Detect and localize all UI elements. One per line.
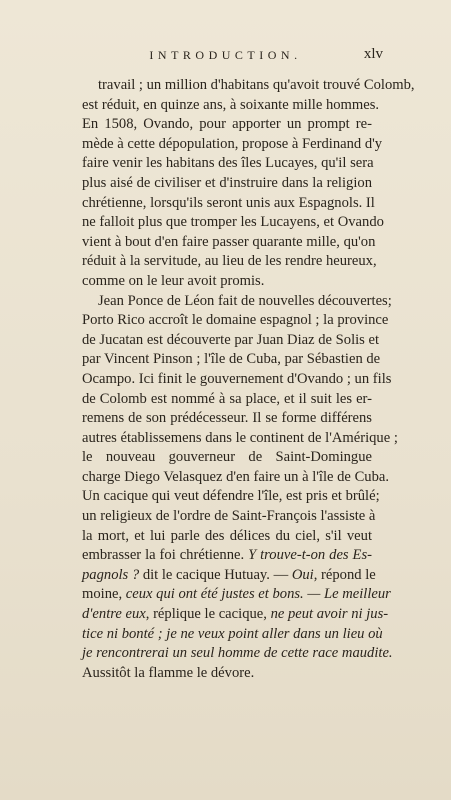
- text-line: [82, 468, 390, 488]
- text-segment: ne falloit plus que tromper les Lucayens, et Ovando: [82, 214, 384, 231]
- text-segment: de Jucatan est découverte par Juan Diaz de Solis et: [82, 331, 380, 348]
- text-segment: Ocampo. Ici finit le gouvernement d'Ovando ; un fils: [82, 370, 392, 387]
- text-line: [82, 409, 372, 429]
- text-line: [82, 546, 372, 566]
- text-segment: faire venir les habitans des îles Lucayes, qu'il sera: [82, 155, 374, 172]
- text-segment: dit le cacique Hutuay. —: [139, 566, 292, 583]
- text-segment: chrétienne, lorsqu'ils seront unis aux Espagnols. Il: [82, 194, 375, 211]
- text-line: [82, 507, 376, 527]
- text-line: [82, 605, 389, 625]
- text-line: [82, 448, 372, 468]
- text-line: [82, 292, 392, 312]
- text-line: [82, 331, 380, 351]
- italic-text: Oui: [291, 566, 314, 583]
- italic-text: ceux qui ont été justes et bons. — Le meilleur: [125, 586, 391, 603]
- text-segment: Porto Rico accroît le domaine espagnol ; la province: [82, 312, 389, 329]
- text-line: [82, 213, 384, 233]
- text-segment: remens de son prédécesseur. Il se forme différens: [82, 410, 372, 427]
- running-head: INTRODUCTION.: [149, 48, 302, 62]
- paragraph: [82, 292, 398, 684]
- italic-text: Y trouve-t-on des Es-: [248, 547, 372, 564]
- text-line: [82, 487, 380, 507]
- text-line: [82, 370, 392, 390]
- text-segment: En 1508, Ovando, pour apporter un prompt re-: [82, 116, 372, 133]
- text-segment: réduit à la servitude, au lieu de les rendre heureux,: [82, 253, 377, 270]
- text-line: [82, 311, 389, 331]
- text-segment: comme on le leur avoit promis.: [82, 272, 265, 289]
- italic-text: je rencontrerai un seul homme de cette race maudite.: [82, 645, 393, 662]
- text-segment: par Vincent Pinson ; l'île de Cuba, par Sébastien de: [82, 351, 381, 368]
- text-segment: Un cacique qui veut défendre l'île, est pris et brûlé;: [82, 488, 380, 505]
- italic-text: tice ni bonté ; je ne veux point aller dans un lieu où: [82, 625, 383, 642]
- text-line: [82, 96, 380, 116]
- text-line: [82, 76, 415, 96]
- text-line: [82, 390, 372, 410]
- text-line: [82, 154, 372, 174]
- text-segment: Aussitôt la flamme le dévore.: [82, 664, 255, 681]
- text-line: [82, 644, 393, 664]
- text-segment: mède à cette dépopulation, propose à Ferdinand d'y: [82, 135, 383, 152]
- paragraph: [82, 76, 415, 292]
- text-segment: le nouveau gouverneur de Saint-Domingue: [82, 449, 372, 466]
- text-line: [82, 115, 372, 135]
- text-segment: est réduit, en quinze ans, à soixante mille hommes.: [82, 96, 380, 113]
- text-segment: , réplique le cacique,: [145, 606, 271, 623]
- text-segment: plus aisé de civiliser et d'instruire dans la religion: [82, 174, 372, 191]
- text-line: [82, 566, 376, 586]
- text-line: [82, 585, 391, 605]
- text-segment: la mort, et lui parle des délices du ciel, s'il veut: [82, 527, 372, 544]
- page-number: xlv: [363, 46, 383, 62]
- text-segment: vient à bout d'en faire passer quarante mille, qu'on: [82, 233, 376, 250]
- text-line: [82, 625, 383, 645]
- text-line: [82, 272, 372, 292]
- text-line: [82, 252, 377, 272]
- text-segment: un religieux de l'ordre de Saint-François l'assiste à: [82, 508, 376, 525]
- text-line: [82, 174, 372, 194]
- text-segment: travail ; un million d'habitans qu'avoit trouvé Colomb,: [98, 77, 415, 93]
- text-segment: , répond le: [313, 566, 376, 583]
- text-line: [82, 194, 375, 214]
- text-line: [82, 135, 383, 155]
- italic-text: ne peut avoir ni jus-: [270, 606, 389, 623]
- page-header: [0, 46, 451, 68]
- text-segment: autres établissemens dans le continent de l'Amérique ;: [82, 429, 398, 446]
- text-line: [82, 429, 398, 449]
- text-segment: Jean Ponce de Léon fait de nouvelles découvertes;: [98, 292, 392, 309]
- text-segment: charge Diego Velasquez d'en faire un à l'île de Cuba.: [82, 468, 390, 485]
- text-line: [82, 527, 372, 547]
- text-line: [82, 233, 376, 253]
- body-text: [82, 76, 415, 683]
- text-segment: de Colomb est nommé à sa place, et il suit les er-: [82, 390, 372, 407]
- text-segment: moine,: [82, 586, 126, 603]
- text-line: [82, 664, 372, 684]
- italic-text: pagnols ?: [82, 566, 140, 583]
- italic-text: d'entre eux: [82, 606, 146, 623]
- text-segment: embrasser la foi chrétienne.: [82, 547, 249, 564]
- text-line: [82, 350, 381, 370]
